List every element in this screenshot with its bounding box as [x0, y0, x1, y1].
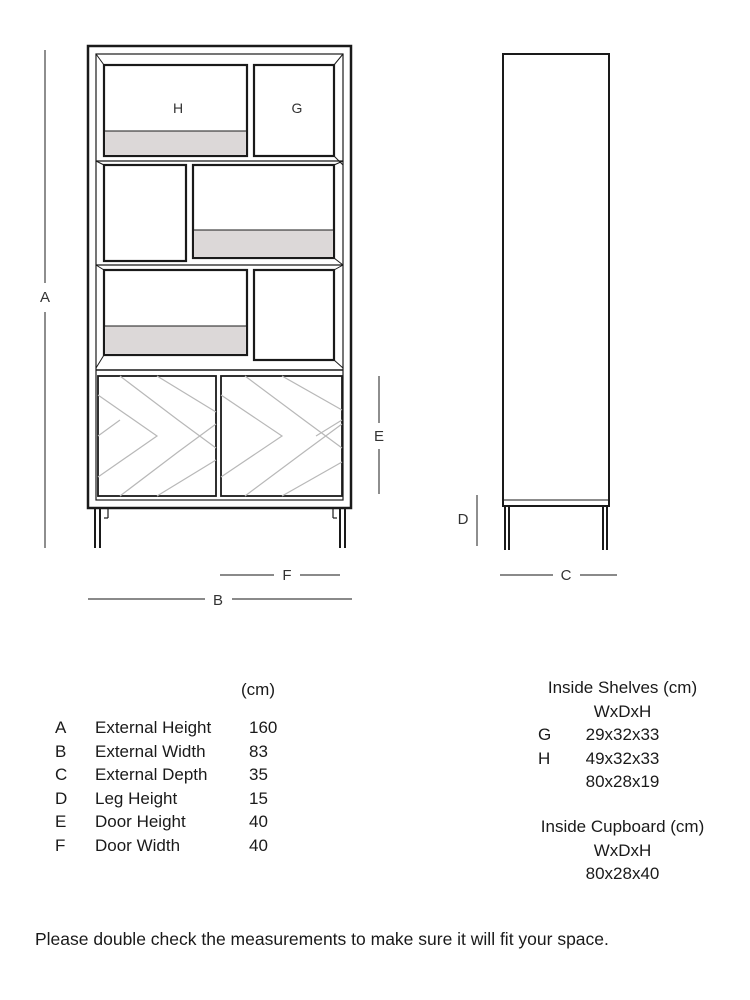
inside-cupboard-format: WxDxH	[593, 840, 652, 860]
dim-label-c: C	[560, 567, 572, 584]
side-view	[503, 54, 609, 550]
door-right-pattern	[221, 376, 342, 496]
front-outer-frame	[88, 46, 351, 508]
shelf-insert-row3	[105, 326, 246, 354]
measurement-name: Door Width	[95, 835, 181, 855]
measurement-name: Leg Height	[95, 788, 178, 808]
cupboard-doors	[98, 376, 342, 496]
measurement-letter: A	[55, 718, 67, 737]
compartment-row2-right	[193, 161, 343, 265]
measurement-value: 40	[249, 835, 268, 855]
shelf-label-g: G	[291, 100, 303, 116]
inside-shelf-tag: G	[538, 725, 552, 744]
door-left-pattern	[98, 376, 216, 496]
inside-cupboard-title: Inside Cupboard (cm)	[540, 817, 705, 836]
measurement-name: Door Height	[95, 812, 186, 831]
measurement-letter: E	[55, 812, 67, 831]
measurement-letter: B	[55, 741, 67, 761]
measurement-name: External Height	[95, 718, 212, 737]
measurements-unit: (cm)	[241, 680, 275, 699]
measurement-value: 160	[249, 718, 278, 737]
inside-shelf-row	[520, 747, 725, 771]
inside-shelves-block	[520, 676, 725, 794]
side-body	[503, 54, 609, 506]
inside-shelf-value: 49x32x33	[585, 748, 660, 768]
measurement-name: External Width	[95, 741, 206, 761]
measurement-letter: F	[55, 835, 66, 855]
inside-cupboard-block	[520, 815, 725, 886]
footer-note: Please double check the measurements to make sure it will fit your space.	[35, 929, 609, 949]
measurement-value: 40	[249, 812, 268, 831]
measurement-value: 83	[249, 741, 268, 761]
inside-cupboard-value: 80x28x40	[585, 864, 660, 883]
inside-shelves-format: WxDxH	[593, 701, 652, 721]
inside-shelf-value: 80x28x19	[585, 772, 660, 791]
front-legs	[95, 508, 345, 548]
inside-shelves-title: Inside Shelves (cm)	[547, 678, 698, 697]
inside-shelf-value: 29x32x33	[585, 725, 660, 744]
measurement-value: 15	[249, 788, 268, 808]
measurement-letter: D	[55, 788, 68, 808]
measurement-letter: C	[55, 765, 68, 784]
front-inner-frame	[96, 54, 343, 500]
compartment-row3-left	[96, 265, 247, 368]
shelf-label-h: H	[172, 100, 184, 116]
compartment-h	[96, 54, 247, 156]
dim-label-e: E	[373, 428, 385, 445]
shelf-insert-h	[105, 131, 246, 155]
dim-label-d: D	[457, 511, 469, 528]
dim-label-b: B	[212, 592, 224, 609]
compartment-row3-right	[254, 265, 343, 368]
dim-label-a: A	[39, 289, 51, 306]
inside-shelf-row	[520, 770, 725, 794]
measurement-name: External Depth	[95, 765, 208, 784]
measurement-value: 35	[249, 765, 268, 784]
dim-label-f: F	[282, 567, 292, 584]
inside-shelf-tag: H	[538, 748, 551, 768]
front-view	[88, 46, 351, 548]
shelf-insert-row2	[194, 230, 333, 257]
compartment-row2-left	[96, 161, 186, 261]
inside-shelf-row	[520, 723, 725, 747]
